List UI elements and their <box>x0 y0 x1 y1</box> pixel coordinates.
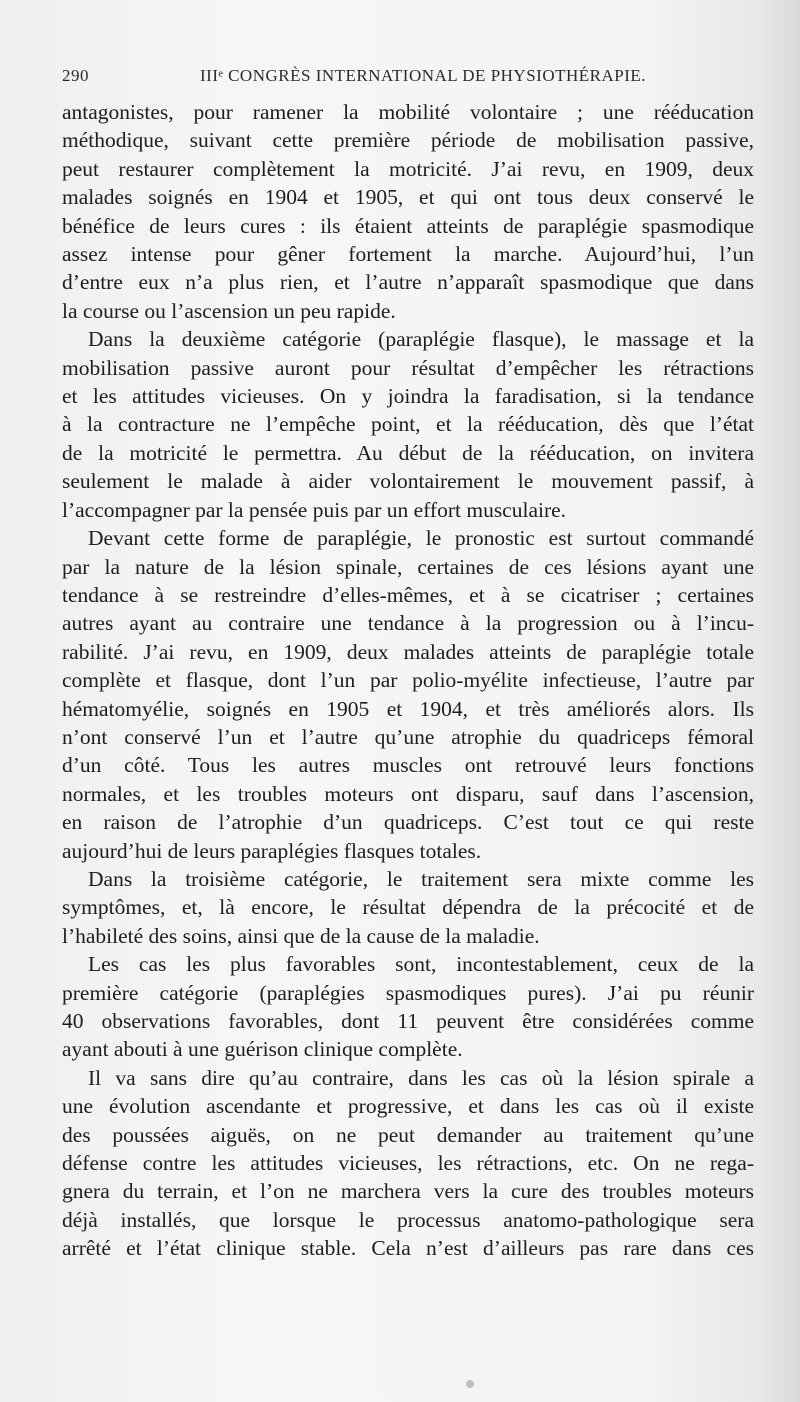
text-line: Dans la troisième catégorie, le traitement sera mixte comme les <box>88 866 754 891</box>
text-line: rabilité. J’ai revu, en 1909, deux malades atteints de paraplégie totale <box>62 639 754 664</box>
paragraph <box>62 950 754 1064</box>
text-line: complète et flasque, dont l’un par polio-myélite infectieuse, l’autre par <box>62 668 754 693</box>
text-line: l’habileté des soins, ainsi que de la cause de la maladie. <box>62 923 540 948</box>
text-line: antagonistes, pour ramener la mobilité volontaire ; une rééducation <box>62 100 754 124</box>
text-line: symptômes, et, là encore, le résultat dépendra de la précocité et de <box>62 895 754 920</box>
text-line: bénéfice de leurs cures : ils étaient atteints de paraplégie spasmodique <box>62 213 754 238</box>
text-line: Devant cette forme de paraplégie, le pronostic est surtout commandé <box>88 526 754 551</box>
text-line: arrêté et l’état clinique stable. Cela n’est d’ailleurs pas rare dans ces <box>62 1236 754 1261</box>
text-line: Les cas les plus favorables sont, incontestablement, ceux de la <box>88 952 754 977</box>
text-line: autres ayant au contraire une tendance à la progression ou à l’incu- <box>62 611 754 636</box>
text-line: assez intense pour gêner fortement la marche. Aujourd’hui, l’un <box>62 242 754 267</box>
text-line: malades soignés en 1904 et 1905, et qui ont tous deux conservé le <box>62 185 754 210</box>
text-line: Il va sans dire qu’au contraire, dans les cas où la lésion spirale a <box>88 1065 754 1090</box>
text-line: la course ou l’ascension un peu rapide. <box>62 298 396 323</box>
text-line: peut restaurer complètement la motricité. J’ai revu, en 1909, deux <box>62 156 754 181</box>
text-line: défense contre les attitudes vicieuses, les rétractions, etc. On ne rega- <box>62 1151 754 1176</box>
text-line: hématomyélie, soignés en 1905 et 1904, et très améliorés alors. Ils <box>62 696 754 721</box>
text-line: Dans la deuxième catégorie (paraplégie flasque), le massage et la <box>88 327 754 352</box>
text-line: gnera du terrain, et l’on ne marchera vers la cure des troubles moteurs <box>62 1179 754 1204</box>
text-line: de la motricité le permettra. Au début de la rééducation, on invitera <box>62 440 754 465</box>
text-line: une évolution ascendante et progressive, et dans les cas où il existe <box>62 1094 754 1119</box>
paragraph <box>62 98 754 325</box>
running-head: IIIᵉ CONGRÈS INTERNATIONAL DE PHYSIOTHÉRAPIE. <box>200 66 647 85</box>
text-line: à la contracture ne l’empêche point, et la rééducation, dès que l’état <box>62 412 754 437</box>
text-line: l’accompagner par la pensée puis par un effort musculaire. <box>62 497 567 522</box>
text-line: déjà installés, que lorsque le processus anatomo-pathologique sera <box>62 1207 754 1232</box>
text-line: n’ont conservé l’un et l’autre qu’une atrophie du quadriceps fémoral <box>62 724 754 749</box>
ink-speck <box>466 1380 474 1388</box>
text-line: méthodique, suivant cette première période de mobilisation passive, <box>62 128 754 153</box>
text-line: en raison de l’atrophie d’un quadriceps. C’est tout ce qui reste <box>62 810 754 835</box>
paragraph <box>62 1064 754 1263</box>
text-line: ayant abouti à une guérison clinique complète. <box>62 1037 463 1062</box>
text-line: première catégorie (paraplégies spasmodiques pures). J’ai pu réunir <box>62 980 754 1005</box>
body-text <box>62 98 754 1263</box>
text-line: mobilisation passive auront pour résultat d’empêcher les rétractions <box>62 355 754 380</box>
text-line: normales, et les troubles moteurs ont disparu, sauf dans l’ascension, <box>62 781 754 806</box>
text-line: d’un côté. Tous les autres muscles ont retrouvé leurs fonctions <box>62 753 754 778</box>
text-line: des poussées aiguës, on ne peut demander au traitement qu’une <box>62 1122 754 1147</box>
text-line: seulement le malade à aider volontairement le mouvement passif, à <box>62 469 754 494</box>
page-edge-shadow <box>760 0 800 1402</box>
text-line: d’entre eux n’a plus rien, et l’autre n’apparaît spasmodique que dans <box>62 270 754 295</box>
text-line: tendance à se restreindre d’elles-mêmes, et à se cicatriser ; certaines <box>62 582 754 607</box>
page-header <box>62 66 752 96</box>
paragraph <box>62 865 754 950</box>
text-line: et les attitudes vicieuses. On y joindra la faradisation, si la tendance <box>62 384 754 409</box>
text-line: aujourd’hui de leurs paraplégies flasques totales. <box>62 838 482 863</box>
text-line: par la nature de la lésion spinale, certaines de ces lésions ayant une <box>62 554 754 579</box>
paragraph <box>62 325 754 524</box>
text-line: 40 observations favorables, dont 11 peuvent être considérées comme <box>62 1009 754 1033</box>
paragraph <box>62 524 754 865</box>
page-number: 290 <box>62 66 89 85</box>
